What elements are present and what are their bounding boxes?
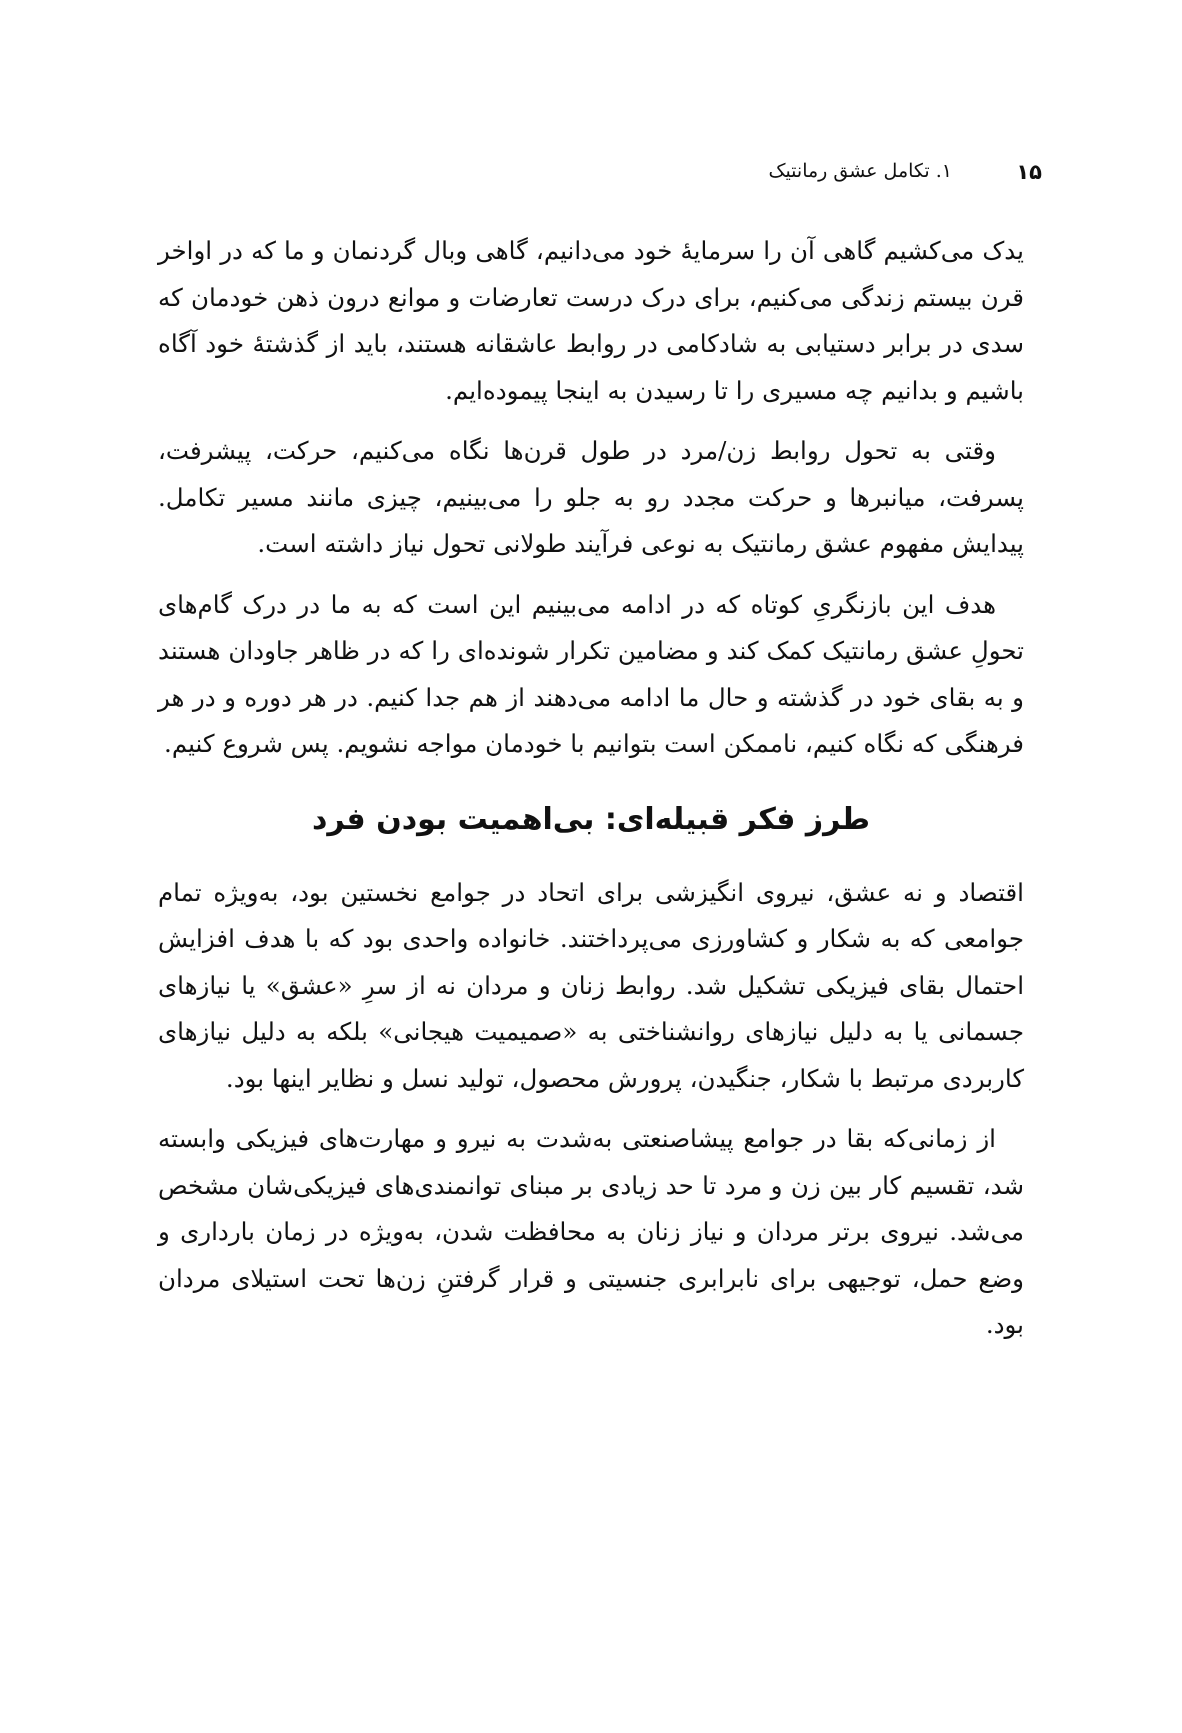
page-number: ۱۵ [1016, 160, 1042, 184]
main-text [158, 228, 1024, 1363]
paragraph-continued: یدک می‌کشیم گاهی آن را سرمایهٔ خود می‌دانیم، گاهی وبال گردنمان و ما که در اواخر قرن بیستم زندگی می‌کنیم، برای درک درست تعارضات و موانع درون ذهن خودمان که سدی در برابر دستیابی به شادکامی در روابط عاشقانه هستند، باید از گذشتهٔ خود آگاه باشیم و بدانیم چه مسیری را تا رسیدن به اینجا پیموده‌ایم. [158, 236, 1024, 405]
chapter-title: ۱. تکامل عشق رمانتیک [768, 160, 952, 182]
section-heading: طرز فکر قبیله‌ای: بی‌اهمیت بودن فرد [311, 801, 871, 837]
section-paragraph: از زمانی‌که بقا در جوامع پیشاصنعتی به‌شدت به نیرو و مهارت‌های فیزیکی وابسته شد، تقسیم کار بین زن و مرد تا حد زیادی بر مبنای توانمندی‌های فیزیکی‌شان مشخص می‌شد. نیروی برتر مردان و نیاز زنان به محافظت شدن، به‌ویژه در زمان بارداری و وضع حمل، توجیهی برای نابرابری جنسیتی و قرار گرفتنِ زن‌ها تحت استیلای مردان بود. [158, 1124, 1024, 1339]
paragraph: هدف این بازنگریِ کوتاه که در ادامه می‌بینیم این است که به ما در درک گام‌های تحولِ عشق رمانتیک کمک کند و مضامین تکرار شونده‌ای را که در ظاهر جاودان هستند و به بقای خود در گذشته و حال ما ادامه می‌دهند از هم جدا کنیم. در هر دوره و در هر فرهنگی که نگاه کنیم، ناممکن است بتوانیم با خودمان مواجه نشویم. پس شروع کنیم. [158, 589, 1024, 758]
section-paragraph: اقتصاد و نه عشق، نیروی انگیزشی برای اتحاد در جوامع نخستین بود، به‌ویژه تمام جوامعی که به شکار و کشاورزی می‌پرداختند. خانواده واحدی بود که با هدف افزایش احتمال بقای فیزیکی تشکیل شد. روابط زنان و مردان نه از سرِ «عشق» یا نیازهای جسمانی یا به دلیل نیازهای روانشناختی به «صمیمیت هیجانی» بلکه به دلیل نیازهای کاربردی مرتبط با شکار، جنگیدن، پرورش محصول، تولید نسل و نظایر اینها بود. [158, 877, 1024, 1093]
running-header [140, 160, 1042, 190]
paragraph: وقتی به تحول روابط زن/مرد در طول قرن‌ها نگاه می‌کنیم، حرکت، پیشرفت، پسرفت، میانبرها و حرکت مجدد رو به جلو را می‌بینیم، چیزی مانند مسیر تکامل. پیدایش مفهوم عشق رمانتیک به نوعی فرآیند طولانی تحول نیاز داشته است. [158, 436, 1024, 558]
